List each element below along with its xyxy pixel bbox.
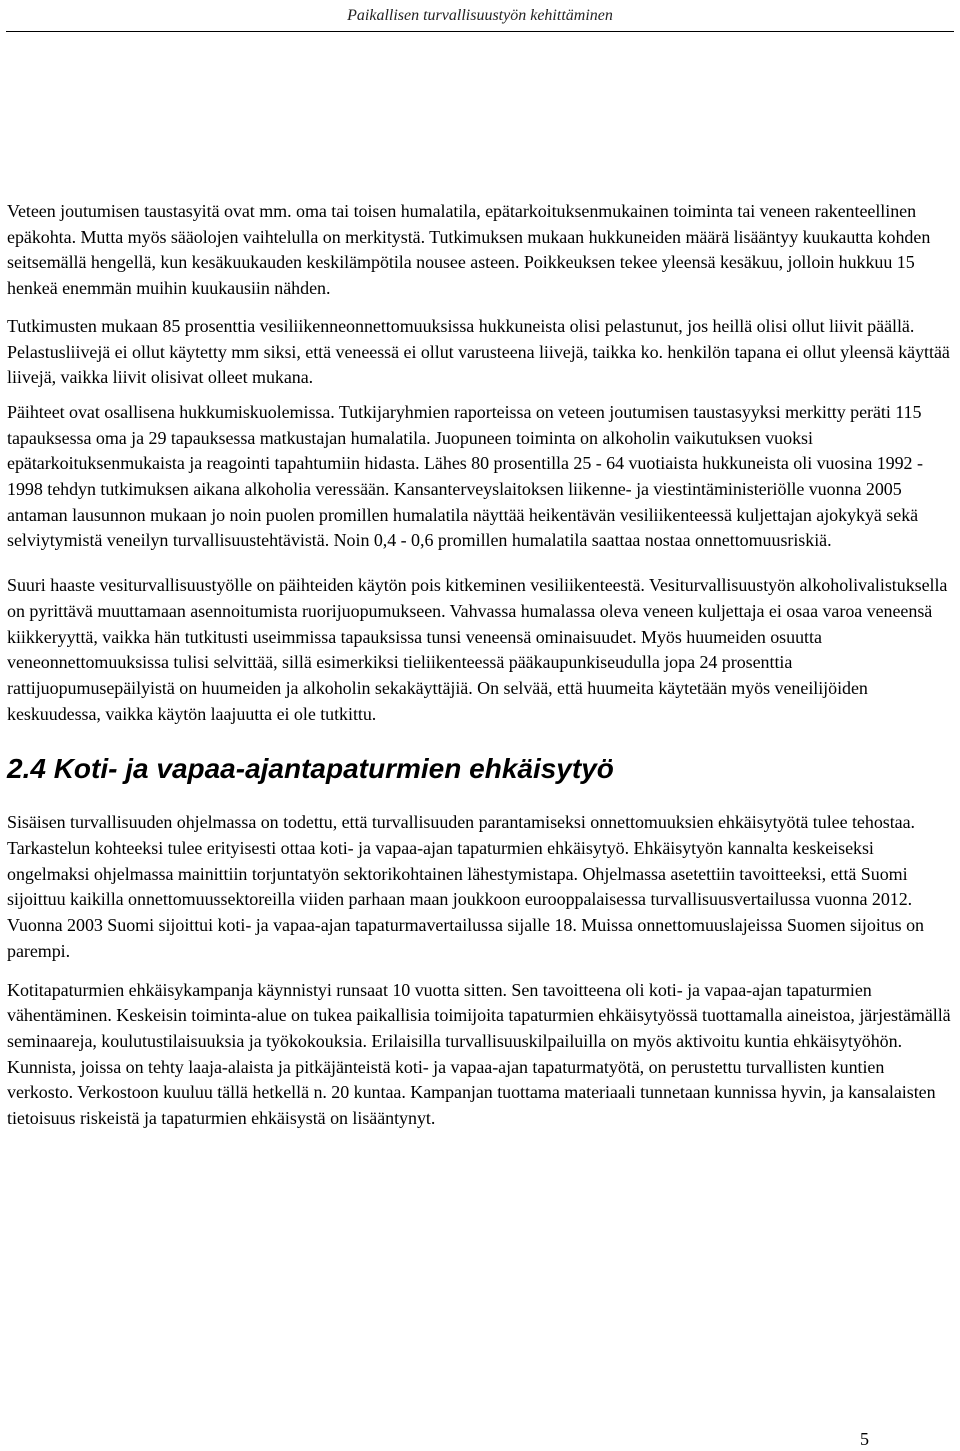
paragraph-internal-security: Sisäisen turvallisuuden ohjelmassa on todettu, että turvallisuuden parantamiseksi onnettomuuksien ehkäisytyötä tulee tehostaa. Tarkastelun kohteeksi tulee erityisesti ottaa koti- ja vapaa-ajan tapaturmien ehkäisytyö. Ehkäisytyön kannalta keskeiseksi ongelmaksi ohjelmassa mainittiin torjuntatyön sektorikohtainen lähestymistapa. Ohjelmassa asetettiin tavoitteeksi, että Suomi sijoittuu kaikilla onnettomuussektoreilla viiden parhaan maan joukkoon eurooppalaisessa turvallisuusvertailussa vuonna 2012. Vuonna 2003 Suomi sijoittui koti- ja vapaa-ajan tapaturmavertailussa sijalle 18. Muissa onnettomuuslajeissa Suomen sijoitus on parempi. [7, 812, 924, 961]
page-body [7, 199, 953, 1132]
page-number: 5 [860, 1429, 869, 1449]
header-rule [6, 31, 954, 32]
paragraph-challenge: Suuri haaste vesiturvallisuustyölle on päihteiden käytön pois kitkeminen vesiliikenteestä. Vesiturvallisuustyön alkoholivalistuksella on pyrittävä muuttamaan asennoitumista ruorijuopumukseen. Vahvassa humalassa oleva veneen kuljettaja ei osaa varoa veneensä kiikkeryyttä, vaikka hän tutkitusti useimmissa tapauksissa tunsi veneensä ominaisuudet. Myös huumeiden osuutta veneonnettomuuksissa tulisi selvittää, sillä esimerkiksi tieliikenteessä pääkaupunkiseudulla jopa 24 prosenttia rattijuopumusepäilyistä on huumeiden ja alkoholin sekakäyttäjiä. On selvää, että huumeita käytetään myös veneilijöiden keskuudessa, vaikka käytön laajuutta ei ole tutkittu. [7, 575, 948, 724]
paragraph-campaign: Kotitapaturmien ehkäisykampanja käynnistyi runsaat 10 vuotta sitten. Sen tavoitteena oli koti- ja vapaa-ajan tapaturmien vähentäminen. Keskeisin toiminta-alue on tukea paikallisia toimijoita tapaturmien ehkäisytyössä tuottamalla aineistoa, järjestämällä seminaareja, koulutustilaisuuksia ja työkokouksia. Erilaisilla turvallisuuskilpailuilla on myös aktivoitu kuntia ehkäisytyöhön. Kunnista, joissa on tehty laaja-alaista ja pitkäjänteistä koti- ja vapaa-ajan tapaturmatyötä, on perustettu turvallisten kuntien verkosto. Verkostoon kuuluu tällä hetkellä n. 20 kuntaa. Kampanjan tuottama materiaali tunnetaan kunnissa hyvin, ja kansalaisten tietoisuus riskeistä ja tapaturmien ehkäisystä on lisääntynyt. [7, 979, 951, 1129]
paragraph-life-jackets: Tutkimusten mukaan 85 prosenttia vesiliikenneonnettomuuksissa hukkuneista olisi pelastunut, jos heillä olisi ollut liivit päällä. Pelastusliivejä ei ollut käytetty mm siksi, että veneessä ei ollut varusteena liivejä, taikka ko. henkilön tapana ei ollut yleensä käyttää liivejä, vaikka liivit olisivat olleet mukana. [7, 315, 950, 388]
section-heading: 2.4 Koti- ja vapaa-ajantapaturmien ehkäisytyö [7, 753, 614, 785]
paragraph-intoxicants: Päihteet ovat osallisena hukkumiskuolemissa. Tutkijaryhmien raporteissa on veteen joutumisen taustasyyksi merkitty peräti 115 tapauksessa oma ja 29 tapauksessa matkustajan humalatila. Juopuneen toiminta on alkoholin vaikutuksen vuoksi epätarkoituksenmukaista ja reagointi tapahtumiin hidasta. Lähes 80 prosentilla 25 - 64 vuotiaista hukkuneista oli vuosina 1992 - 1998 tehdyn tutkimuksen aikana alkoholia veressään. Kansanterveyslaitoksen liikenne- ja viestintäministeriölle vuonna 2005 antaman lausunnon mukaan jo noin puolen promillen humalatila näyttää heikentävän vesiliikenteessä kuljettajan ajokykyä sekä selviytymistä veneilyn turvallisuustehtävistä. Noin 0,4 - 0,6 promillen humalatila saattaa nostaa onnettomuusriskiä. [7, 401, 923, 551]
paragraph-drowning-causes: Veteen joutumisen taustasyitä ovat mm. oma tai toisen humalatila, epätarkoituksenmukainen toiminta tai veneen rakenteellinen epäkohta. Mutta myös sääolojen vaihtelulla on merkitystä. Tutkimuksen mukaan hukkuneiden määrä lisääntyy kuukautta kohden seitsemällä hengellä, kun kesäkuukauden keskilämpötila nousee asteen. Poikkeuksen tekee yleensä kesäkuu, jolloin hukkuu 15 henkeä enemmän muihin kuukausiin nähden. [7, 201, 931, 299]
running-header: Paikallisen turvallisuustyön kehittäminen [347, 7, 613, 24]
